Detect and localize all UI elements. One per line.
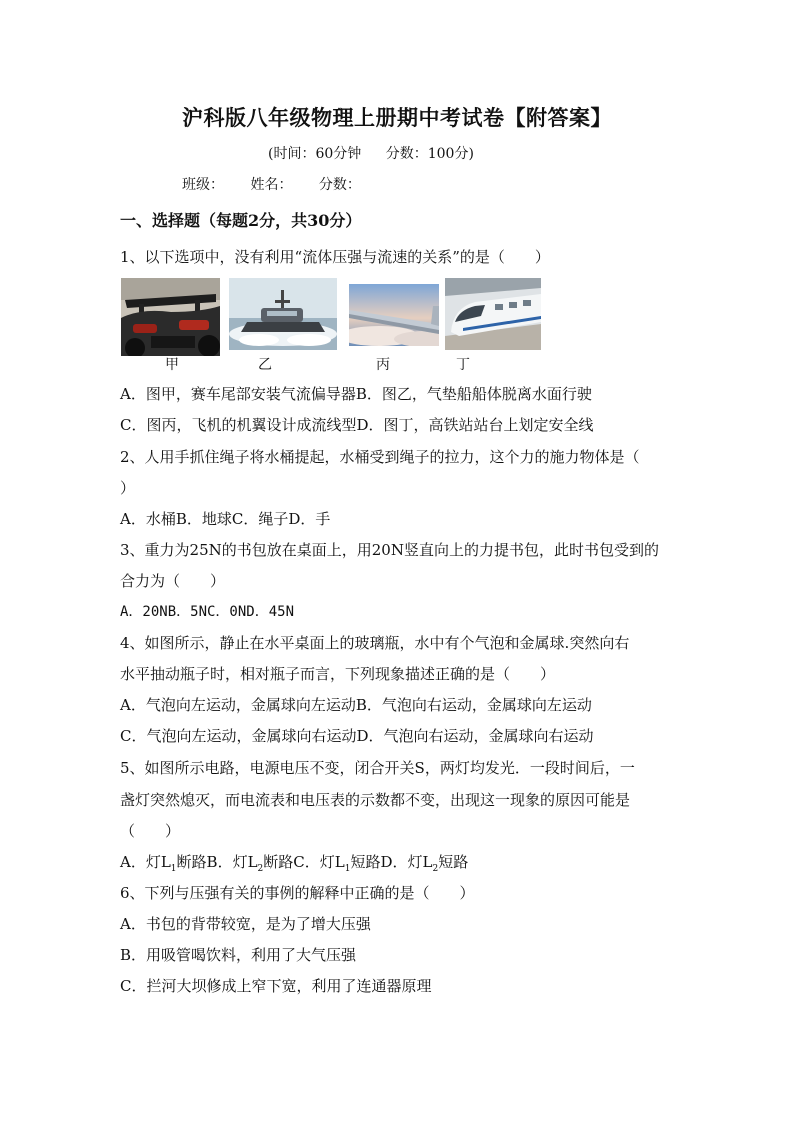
q4-options-line2: C．气泡向左运动，金属球向右运动D．气泡向右运动，金属球向右运动 xyxy=(120,727,594,745)
q1-options-line1: A．图甲，赛车尾部安装气流偏导器B．图乙，气垫船船体脱离水面行驶 xyxy=(120,385,592,403)
q5-option-b-text: B．灯L xyxy=(206,853,258,871)
q5-option-c xyxy=(293,853,381,874)
q5-option-a xyxy=(120,853,207,874)
q5-option-d-text: D．灯L xyxy=(380,853,433,871)
q5-stem-line1: 5、如图所示电路，电源电压不变，闭合开关S，两灯均发光．一段时间后，一 xyxy=(120,759,635,777)
hovercraft-image xyxy=(229,278,337,350)
q5-option-b xyxy=(206,853,294,874)
q3-stem-line2: 合力为（ ） xyxy=(120,572,226,590)
image-label-jia: 甲 xyxy=(165,357,179,373)
q5-stem-line2: 盏灯突然熄灭，而电流表和电压表的示数都不变，出现这一现象的原因可能是 xyxy=(120,791,631,809)
page-title: 沪科版八年级物理上册期中考试卷【附答案】 xyxy=(182,105,612,130)
exam-info xyxy=(268,143,494,163)
q6-option-c: C．拦河大坝修成上窄下宽，利用了连通器原理 xyxy=(120,977,432,995)
q1-options-line2: C．图丙，飞机的机翼设计成流线型D．图丁，高铁站站台上划定安全线 xyxy=(120,416,594,434)
q2-options: A．水桶B．地球C．绳子D．手 xyxy=(120,510,331,528)
q4-options-line1: A．气泡向左运动，金属球向左运动B．气泡向右运动，金属球向左运动 xyxy=(120,696,592,714)
q6-stem: 6、下列与压强有关的事例的解释中正确的是（ ） xyxy=(120,884,475,902)
q5-option-a-end: 断路 xyxy=(176,853,207,871)
class-label: 班级： xyxy=(182,177,224,193)
q6-option-b: B．用吸管喝饮料，利用了大气压强 xyxy=(120,946,357,964)
q5-option-c-sub: 1 xyxy=(344,864,351,874)
image-label-yi: 乙 xyxy=(258,357,272,373)
q2-stem-line2: ） xyxy=(120,479,136,497)
q3-options: A．20NB．5NC．0ND．45N xyxy=(120,604,295,620)
student-info xyxy=(182,174,383,194)
q5-option-a-text: A．灯L xyxy=(120,853,171,871)
q5-option-c-text: C．灯L xyxy=(293,853,345,871)
q5-stem-line3: （ ） xyxy=(120,822,181,840)
exam-time: (时间：60分钟 xyxy=(268,146,362,162)
airplane-wing-image xyxy=(349,284,439,346)
section-heading: 一、选择题（每题2分，共30分） xyxy=(120,211,362,230)
image-label-ding: 丁 xyxy=(456,357,470,373)
q1-image-strip xyxy=(121,278,541,358)
high-speed-train-image xyxy=(445,278,541,350)
q1-stem: 1、以下选项中，没有利用“流体压强与流速的关系”的是（ ） xyxy=(120,248,550,266)
name-label: 姓名： xyxy=(250,177,293,193)
race-car-image xyxy=(121,278,220,356)
score-label: 分数： xyxy=(318,177,361,193)
q5-option-b-sub: 2 xyxy=(257,864,264,874)
q5-option-d-end: 短路 xyxy=(438,853,469,871)
q5-option-a-sub: 1 xyxy=(170,864,177,874)
q5-option-d-sub: 2 xyxy=(432,864,439,874)
q3-stem-line1: 3、重力为25N的书包放在桌面上，用20N竖直向上的力提书包，此时书包受到的 xyxy=(120,541,659,559)
q4-stem-line1: 4、如图所示，静止在水平桌面上的玻璃瓶，水中有个气泡和金属球.突然向右 xyxy=(120,634,630,652)
q5-option-d xyxy=(380,853,469,874)
q2-stem-line1: 2、人用手抓住绳子将水桶提起，水桶受到绳子的拉力，这个力的施力物体是（ xyxy=(120,448,640,466)
q5-option-b-end: 断路 xyxy=(263,853,294,871)
q4-stem-line2: 水平抽动瓶子时，相对瓶子而言，下列现象描述正确的是（ ） xyxy=(120,665,556,683)
exam-score: 分数：100分) xyxy=(385,146,474,162)
q6-option-a: A．书包的背带较宽，是为了增大压强 xyxy=(120,915,371,933)
q5-options xyxy=(120,851,468,874)
image-label-bing: 丙 xyxy=(376,357,390,373)
q5-option-c-end: 短路 xyxy=(350,853,381,871)
